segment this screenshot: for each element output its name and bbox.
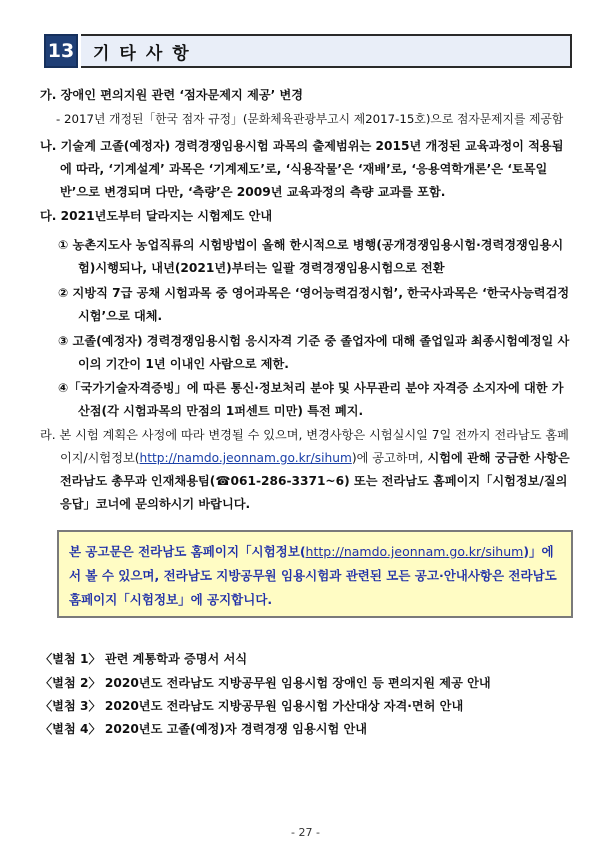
list-item-da-2: ② 지방직 7급 공채 시험과목 중 영어과목은 ‘영어능력검정시험’, 한국사과목은 ‘한국사능력검정시험’으로 대체. <box>58 286 570 323</box>
section-header <box>44 34 572 68</box>
notice-homepage-link[interactable]: http://namdo.jeonnam.go.kr/sihum <box>305 544 524 559</box>
paragraph-ra <box>40 424 572 516</box>
heading-da: 다. 2021년도부터 달라지는 시험제도 안내 <box>40 209 273 223</box>
list-item-da-1: ① 농촌지도사 농업직류의 시험방법이 올해 한시적으로 병행(공개경쟁임용시험·경력경쟁임용시험)시행되나, 내년(2021년)부터는 일괄 경력경쟁임용시험으로 전환 <box>58 238 564 275</box>
attachment-1: 〈별첨 1〉 관련 계통학과 증명서 서식 <box>40 652 248 666</box>
detail-ga: - 2017년 개정된「한국 점자 규정」(문화체육관광부고시 제2017-15호)으로 점자문제지를 제공함 <box>56 112 564 126</box>
attachment-4: 〈별첨 4〉 2020년도 고졸(예정)자 경력경쟁 임용시험 안내 <box>40 722 368 736</box>
notice-text-1: 본 공고문은 전라남도 홈페이지「시험정보( <box>69 544 306 559</box>
ra-text-1: 라. 본 시험 계획은 사정에 따라 변경될 수 있으며, 변경사항은 시험실시일 7일 전까지 전라남도 홈페이지/시험정보( <box>40 428 569 465</box>
ra-text-2: )에 공고하며, <box>351 451 424 465</box>
notice-box <box>57 530 573 618</box>
list-item-da-3: ③ 고졸(예정자) 경력경쟁임용시험 응시자격 기준 중 졸업자에 대해 졸업일과 최종시험예정일 사이의 기간이 1년 이내인 사람으로 제한. <box>58 334 570 371</box>
paragraph-na: 나. 기술계 고졸(예정자) 경력경쟁임용시험 과목의 출제범위는 2015년 개정된 교육과정이 적용됨에 따라, ‘기계설계’ 과목은 ‘기계제도’로, ‘식용작물’은 ‘재배’로, ‘응용역학개론’은 ‘토목일반’으로 변경되며 다만, ‘측량’은 2009년 교육과정의 측량 교과를 포함. <box>40 139 564 199</box>
section-title: 기타사항 <box>81 34 572 68</box>
list-item-da-4: ④「국가기술자격증빙」에 따른 통신·정보처리 분야 및 사무관리 분야 자격증 소지자에 대한 가산점(각 시험과목의 만점의 1퍼센트 미만) 특전 폐지. <box>58 381 564 418</box>
attachment-3: 〈별첨 3〉 2020년도 전라남도 지방공무원 임용시험 가산대상 자격·면허 안내 <box>40 699 464 713</box>
heading-ga: 가. 장애인 편의지원 관련 ‘점자문제지 제공’ 변경 <box>40 88 304 102</box>
homepage-link[interactable]: http://namdo.jeonnam.go.kr/sihum <box>139 451 352 465</box>
attachment-2: 〈별첨 2〉 2020년도 전라남도 지방공무원 임용시험 장애인 등 편의지원 제공 안내 <box>40 676 491 690</box>
section-number: 13 <box>44 34 78 68</box>
page-number: - 27 - <box>291 826 320 839</box>
ra-text-3: 시험에 관해 궁금한 사항은 전라남도 총무과 인재채용팀(☎061-286-3371~6) 또는 전라남도 홈페이지「시험정보/질의응답」코너에 문의하시기 바랍니다. <box>60 451 570 511</box>
notice-text-2: )」에서 볼 수 있으며, 전라남도 지방공무원 임용시험과 관련된 모든 공고·안내사항은 전라남도 홈페이지「시험정보」에 공지합니다. <box>69 544 557 607</box>
